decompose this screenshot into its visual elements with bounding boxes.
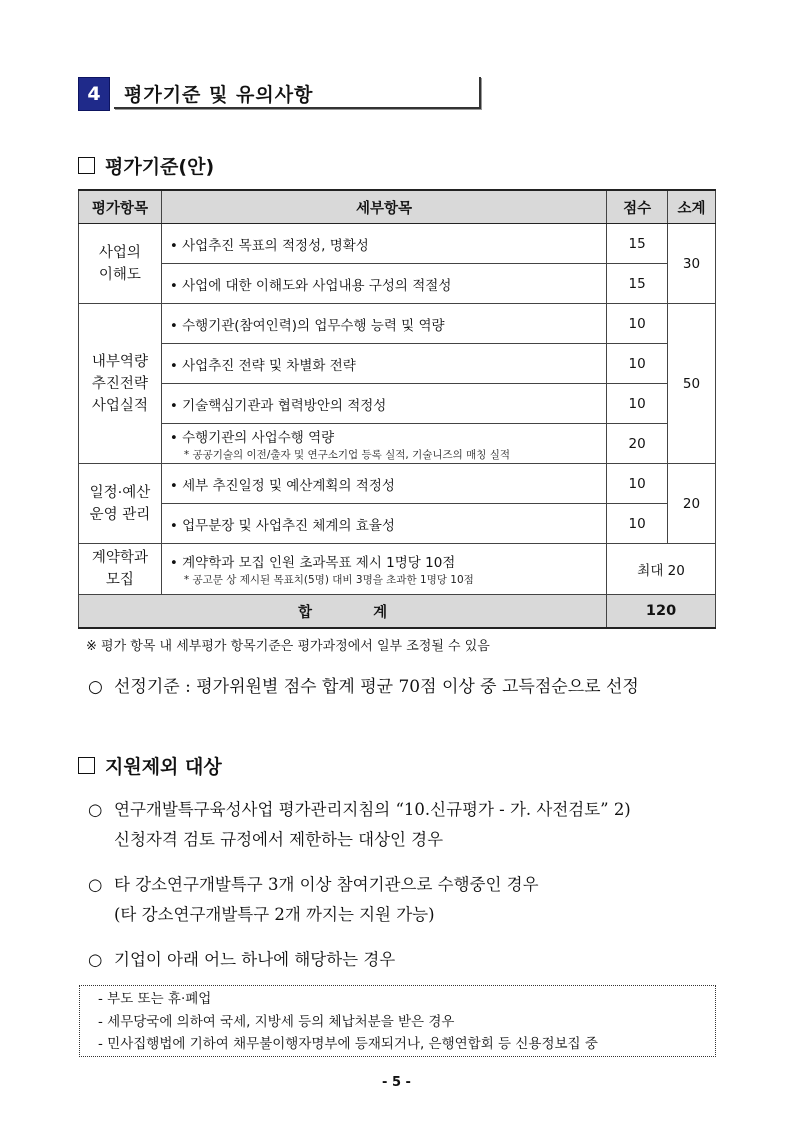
detail-text: 사업추진 목표의 적정성, 명확성 xyxy=(182,237,369,254)
detail-note: * 공공기술의 이전/출자 및 연구소기업 등록 실적, 기술니즈의 매칭 실적 xyxy=(183,448,511,461)
box-item: - 민사집행법에 기하여 채무불이행자명부에 등재되거나, 은행연합회 등 신용정보집 중 xyxy=(98,1036,598,1052)
table-row xyxy=(79,384,716,424)
category-cell xyxy=(79,464,162,544)
score-cell: 20 xyxy=(607,424,668,464)
score-cell: 15 xyxy=(607,224,668,264)
header-score: 점수 xyxy=(607,190,668,224)
detail-cell: • 수행기관(참여인력)의 업무수행 능력 및 역량 xyxy=(161,304,606,344)
circle-bullet-icon: ○ xyxy=(88,875,103,894)
score-cell: 10 xyxy=(607,464,668,504)
circle-bullet-icon: ○ xyxy=(88,677,103,697)
score-cell: 최대 20 xyxy=(607,544,716,595)
subtotal-cell: 30 xyxy=(668,224,716,304)
selection-text: 선정기준 : 평가위원별 점수 합계 평균 70점 이상 중 고득점순으로 선정 xyxy=(114,677,639,697)
category-cell xyxy=(79,224,162,304)
category-line: 모집 xyxy=(105,572,134,588)
detail-cell: • 계약학과 모집 인원 초과목표 제시 1명당 10점 * 공고문 상 제시된 목표치(5명) 대비 3명을 초과한 1명당 10점 xyxy=(161,544,606,595)
total-label: 합 계 xyxy=(79,595,607,629)
checkbox-square-icon xyxy=(78,157,95,174)
score-cell: 10 xyxy=(607,504,668,544)
table-row xyxy=(79,424,716,464)
detail-text: 세부 추진일정 및 예산계획의 적정성 xyxy=(182,477,395,494)
bullet-line: 신청자격 검토 규정에서 제한하는 대상인 경우 xyxy=(114,830,444,849)
detail-text: 수행기관(참여인력)의 업무수행 능력 및 역량 xyxy=(182,317,445,334)
evaluation-table xyxy=(78,189,716,629)
page-number: - 5 - xyxy=(382,1075,411,1090)
section-title-box xyxy=(114,77,481,109)
header-detail: 세부항목 xyxy=(161,190,606,224)
category-line: 이해도 xyxy=(98,266,141,283)
detail-cell: • 수행기관의 사업수행 역량 * 공공기술의 이전/출자 및 연구소기업 등록 실적, 기술니즈의 매칭 실적 xyxy=(161,424,606,464)
detail-text: 수행기관의 사업수행 역량 xyxy=(182,429,335,446)
category-line: 운영 관리 xyxy=(89,506,151,523)
category-line: 사업의 xyxy=(98,244,141,261)
exclusion-detail-box xyxy=(79,985,716,1057)
detail-cell: • 기술핵심기관과 협력방안의 적정성 xyxy=(161,384,606,424)
score-cell: 10 xyxy=(607,344,668,384)
detail-note: * 공고문 상 제시된 목표치(5명) 대비 3명을 초과한 1명당 10점 xyxy=(183,574,474,586)
box-item: - 부도 또는 휴·폐업 xyxy=(98,991,212,1007)
circle-bullet-icon: ○ xyxy=(88,950,103,969)
detail-cell: • 사업추진 전략 및 차별화 전략 xyxy=(161,344,606,384)
exclusion-bullet xyxy=(88,795,631,855)
detail-text: 기술핵심기관과 협력방안의 적정성 xyxy=(182,397,387,414)
detail-text: 업무분장 및 사업추진 체계의 효율성 xyxy=(182,517,395,534)
header-subtotal: 소계 xyxy=(668,190,716,224)
table-row xyxy=(79,224,716,264)
score-cell: 10 xyxy=(607,304,668,344)
bullet-line: 연구개발특구육성사업 평가관리지침의 “10.신규평가 - 가. 사전검토” 2) xyxy=(114,800,631,819)
category-line: 내부역량 xyxy=(91,353,148,370)
box-item: - 세무당국에 의하여 국세, 지방세 등의 체납처분을 받은 경우 xyxy=(98,1013,455,1030)
table-row xyxy=(79,304,716,344)
score-cell: 10 xyxy=(607,384,668,424)
category-cell xyxy=(79,304,162,464)
detail-text: 계약학과 모집 인원 초과목표 제시 1명당 10점 xyxy=(182,555,456,571)
table-row xyxy=(79,544,716,595)
exclusion-heading-text: 지원제외 대상 xyxy=(105,756,222,778)
category-line: 일정·예산 xyxy=(89,484,151,501)
category-cell xyxy=(79,544,162,595)
section-header xyxy=(78,77,482,111)
table-header-row xyxy=(79,190,716,224)
subtotal-cell: 50 xyxy=(668,304,716,464)
criteria-heading xyxy=(78,152,214,179)
checkbox-square-icon xyxy=(78,757,95,774)
bullet-line: 기업이 아래 어느 하나에 해당하는 경우 xyxy=(114,950,396,969)
total-row xyxy=(79,595,716,629)
total-value: 120 xyxy=(607,595,716,629)
subtotal-cell: 20 xyxy=(668,464,716,544)
detail-text: 사업에 대한 이해도와 사업내용 구성의 적절성 xyxy=(182,277,452,294)
exclusion-bullet xyxy=(88,945,395,975)
table-row xyxy=(79,264,716,304)
detail-cell: • 세부 추진일정 및 예산계획의 적정성 xyxy=(161,464,606,504)
detail-cell: • 사업에 대한 이해도와 사업내용 구성의 적절성 xyxy=(161,264,606,304)
table-row xyxy=(79,504,716,544)
category-line: 추진전략 xyxy=(91,375,148,392)
bullet-line: (타 강소연구개발특구 2개 까지는 지원 가능) xyxy=(114,905,435,924)
exclusion-bullet xyxy=(88,870,539,930)
section-number: 4 xyxy=(78,77,110,111)
evaluation-remark: ※ 평가 항목 내 세부평가 항목기준은 평가과정에서 일부 조정될 수 있음 xyxy=(86,639,490,654)
category-line: 사업실적 xyxy=(91,397,148,414)
table-row xyxy=(79,344,716,384)
category-line: 계약학과 xyxy=(91,550,148,566)
criteria-heading-text: 평가기준(안) xyxy=(105,156,215,178)
detail-cell: • 사업추진 목표의 적정성, 명확성 xyxy=(161,224,606,264)
exclusion-heading xyxy=(78,752,222,779)
score-cell: 15 xyxy=(607,264,668,304)
detail-text: 사업추진 전략 및 차별화 전략 xyxy=(182,357,356,374)
selection-criteria xyxy=(88,672,639,702)
bullet-line: 타 강소연구개발특구 3개 이상 참여기관으로 수행중인 경우 xyxy=(114,875,539,894)
detail-cell: • 업무분장 및 사업추진 체계의 효율성 xyxy=(161,504,606,544)
header-category: 평가항목 xyxy=(79,190,162,224)
circle-bullet-icon: ○ xyxy=(88,800,103,819)
table-row xyxy=(79,464,716,504)
section-title: 평가기준 및 유의사항 xyxy=(124,84,314,106)
